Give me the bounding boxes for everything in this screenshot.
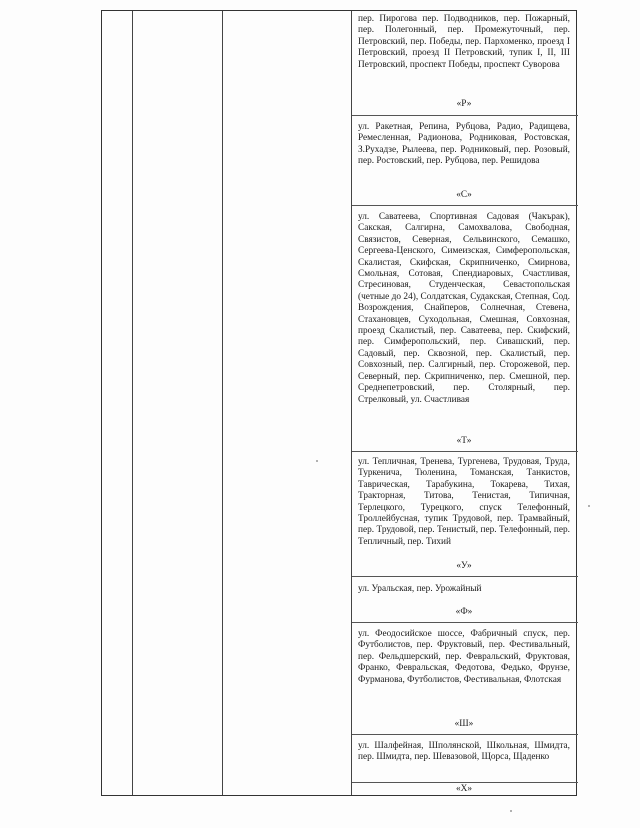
section-u-text: ул. Уральская, пер. Урожайный: [358, 584, 482, 594]
section-divider: [352, 622, 578, 623]
scan-speck: [316, 460, 318, 462]
section-divider: [352, 782, 578, 783]
section-divider: [352, 115, 578, 116]
section-s-letter: «С»: [456, 190, 472, 200]
scan-speck: [510, 810, 512, 812]
column-divider-2: [222, 11, 223, 795]
street-table: [101, 10, 577, 796]
section-divider: [352, 205, 578, 206]
section-divider: [352, 576, 578, 577]
column-divider-1: [132, 11, 133, 795]
section-u-letter: «У»: [456, 561, 472, 571]
streets-column: [352, 11, 570, 795]
section-kh-letter: «Х»: [455, 784, 472, 794]
section-r-text: ул. Ракетная, Репина, Рубцова, Радио, Радищева, Ремесленная, Радионова, Родниковая, Ростовская, З.Рухадзе, Рылеева, пер. Родниковый, пер. Розовый, пер. Ростовский, пер. Рубцова, пер. Решидова: [358, 122, 570, 167]
scan-speck: [588, 505, 590, 507]
section-divider: [352, 734, 578, 735]
section-f-letter: «Ф»: [455, 607, 473, 617]
section-t-text: ул. Тепличная, Тренева, Тургенева, Трудовая, Труда, Туркенича, Тюленина, Томанская, Танкистов, Таврическая, Тарабукина, Токарева, Тихая, Тракторная, Титова, Тенистая, Типичная, Терлецкого, Турецкого, спуск Телефонный, Троллейбусная, тупик Трудовой, пер. Трамвайный, пер. Трудовой, пер. Тенистый, пер. Телефонный, пер. Тепличный, пер. Тихий: [358, 457, 570, 547]
section-sh-text: ул. Шалфейная, Шполянской, Школьная, Шмидта, пер. Шмидта, пер. Шевазовой, Щорса, Щаденко: [358, 741, 570, 763]
section-p-continued-text: пер. Пирогова пер. Подводников, пер. Пожарный, пер. Полегонный, пер. Промежуточный, пер. Петровский, пер. Победы, пер. Пархоменко, проезд I Петровский, проезд II Петровский, тупик I, II, III Петровский, проспект Победы, проспект Суворова: [358, 14, 570, 70]
section-s-text: ул. Саватеева, Спортивная Садовая (Чакърак), Сакская, Салгирна, Самохвалова, Свободная, Связистов, Северная, Сельвинского, Семашко, Сергеева-Ценского, Симеизская, Симферопольская, Скалистая, Скифская, Скрипниченко, Смирнова, Смольная, Сотовая, Спендиаровых, Счастливая, Стресиновая, Студенческая, Севастопольская (четные до 24), Солдатская, Судакская, Степная, Сод. Возрождения, Снайперов, Солнечная, Стевена, Стахановцев, Суходольная, Смешная, Совхозная, проезд Скалистый, пер. Саватеева, пер. Скифский, пер. Симферопольский, пер. Сивашский, пер. Садовый, пер. Сквозной, пер. Скалистый, пер. Совхозный, пер. Салгирный, пер. Сторожевой, пер. Северный, пер. Скрипниченко, пер. Смешной, пер. Среднепетровский, пер. Столярный, пер. Стрелковый, ул. Счастливая: [358, 212, 570, 405]
section-t-letter: «Т»: [456, 436, 472, 446]
section-f-text: ул. Феодосийское шоссе, Фабричный спуск, пер. Футболистов, пер. Фруктовый, пер. Фестивальный, пер. Фельдшерский, пер. Февральский, Фруктовая, Франко, Февральская, Федотова, Федько, Фрунзе, Фурманова, Футболистов, Фестивальная, Флотская: [358, 629, 570, 685]
section-sh-letter: «Ш»: [454, 719, 474, 729]
section-r-letter: «Р»: [456, 99, 472, 109]
section-divider: [352, 451, 578, 452]
